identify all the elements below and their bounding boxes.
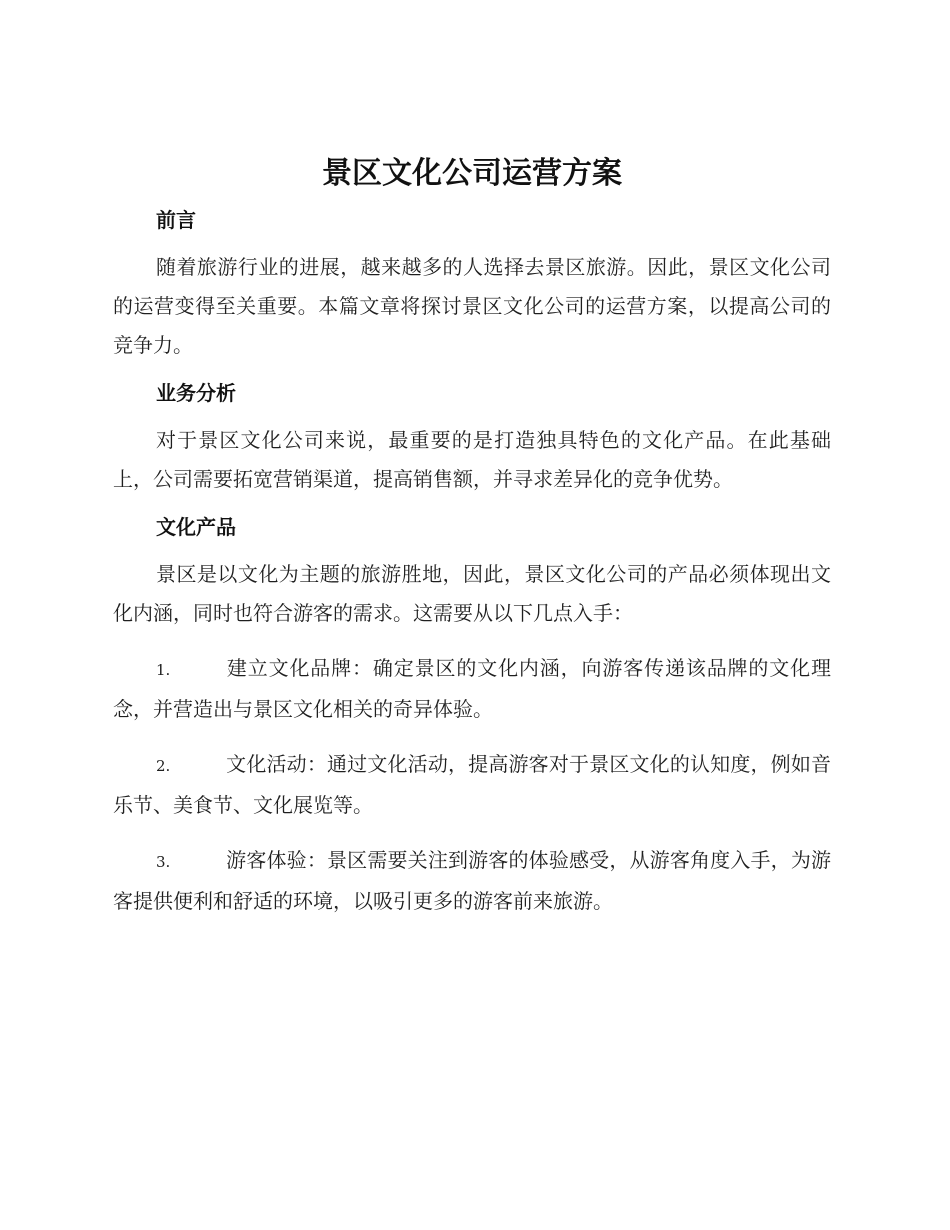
section-heading-business-analysis: 业务分析 — [156, 381, 236, 405]
section-heading-preface: 前言 — [156, 208, 196, 232]
list-item — [113, 649, 831, 729]
preface-paragraph: 随着旅游行业的进展，越来越多的人选择去景区旅游。因此，景区文化公司的运营变得至关重要。本篇文章将探讨景区文化公司的运营方案，以提高公司的竞争力。 — [113, 255, 831, 357]
list-item-number: 1. — [156, 661, 171, 679]
list-item-text: 建立文化品牌：确定景区的文化内涵，向游客传递该品牌的文化理念，并营造出与景区文化相关的奇异体验。 — [113, 656, 831, 721]
business-analysis-paragraph: 对于景区文化公司来说，最重要的是打造独具特色的文化产品。在此基础上，公司需要拓宽营销渠道，提高销售额，并寻求差异化的竞争优势。 — [113, 428, 831, 491]
list-item — [113, 745, 831, 825]
document-body — [113, 150, 831, 937]
list-item-number: 2. — [156, 757, 171, 775]
list-item-text: 游客体验：景区需要关注到游客的体验感受，从游客角度入手，为游客提供便利和舒适的环境，以吸引更多的游客前来旅游。 — [113, 848, 831, 913]
section-heading-cultural-products: 文化产品 — [156, 515, 236, 539]
list-item-number: 3. — [156, 853, 171, 871]
cultural-products-paragraph: 景区是以文化为主题的旅游胜地，因此，景区文化公司的产品必须体现出文化内涵，同时也符合游客的需求。这需要从以下几点入手： — [113, 562, 831, 625]
list-item-text: 文化活动：通过文化活动，提高游客对于景区文化的认知度，例如音乐节、美食节、文化展览等。 — [113, 752, 831, 817]
list-item — [113, 841, 831, 921]
document-title: 景区文化公司运营方案 — [322, 156, 622, 191]
